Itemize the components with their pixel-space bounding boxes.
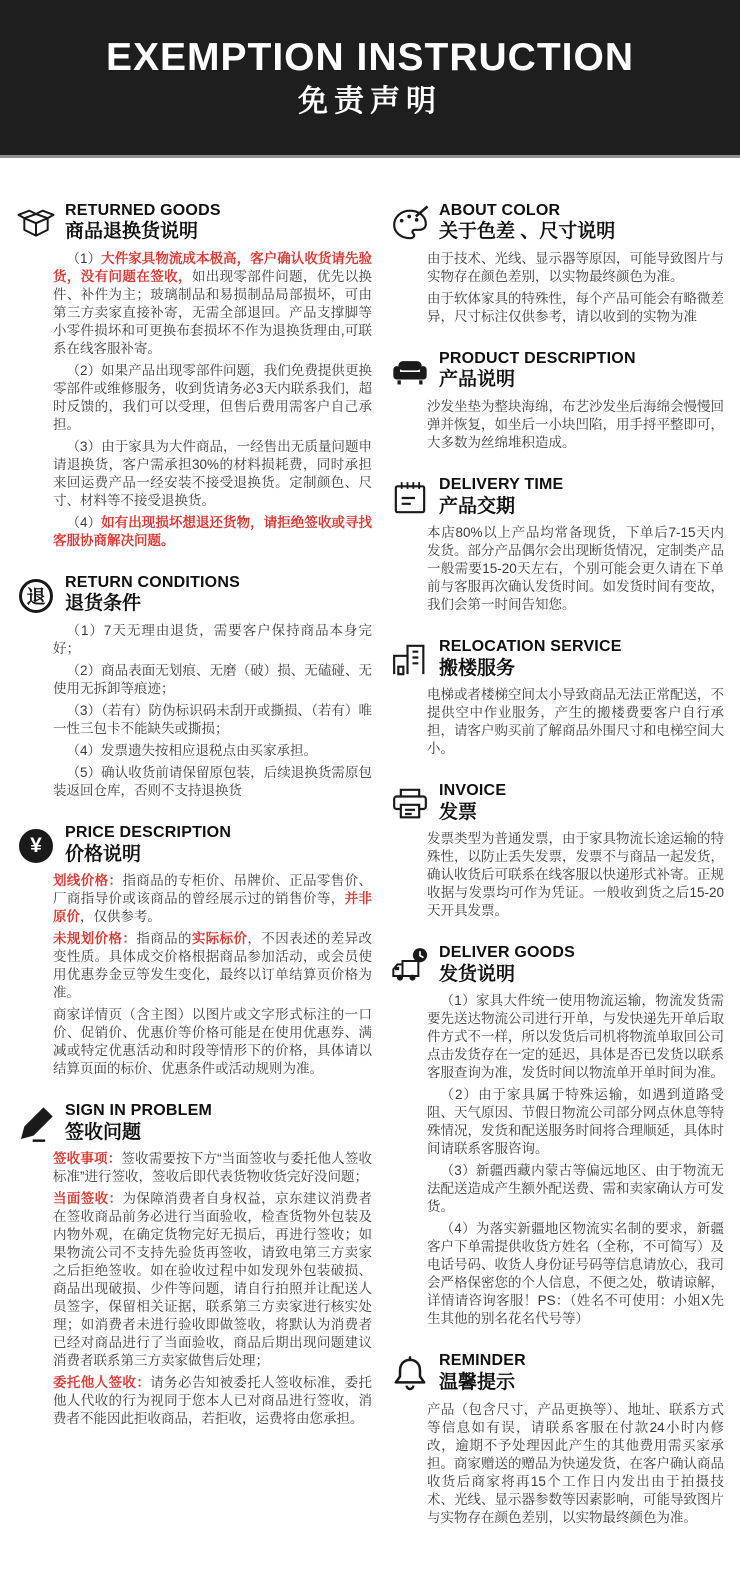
emphasis-text: 当面签收： (53, 1191, 123, 1207)
section-title-en: PRICE DESCRIPTION (65, 824, 232, 842)
section-header (390, 782, 724, 825)
body-text: （4） (66, 515, 102, 531)
section-title-zh: 关于色差 、尺寸说明 (439, 221, 616, 243)
section-titles (439, 1352, 526, 1395)
section-header (16, 574, 372, 617)
section-titles (65, 202, 221, 245)
printer-icon (390, 784, 430, 824)
paragraph (53, 622, 372, 658)
section-returned-goods (16, 202, 372, 550)
section-title-zh: 价格说明 (65, 843, 142, 865)
section-title-en: RELOCATION SERVICE (439, 638, 622, 656)
palette-icon (390, 204, 430, 244)
body-text: （3）新疆西藏内蒙古等偏远地区、由于物流无法配送造成产生额外配送费、需和卖家确认方可发货。 (427, 1163, 724, 1215)
truck-clock-icon (390, 946, 430, 986)
section-titles (65, 1102, 212, 1145)
section-body (427, 250, 724, 326)
paragraph (53, 662, 372, 698)
paragraph (53, 764, 372, 800)
section-header (390, 476, 724, 519)
section-body (427, 830, 724, 920)
section-titles (65, 574, 240, 617)
section-title-en: DELIVER GOODS (439, 944, 575, 962)
section-header (390, 202, 724, 245)
body-text: 沙发坐垫为整块海绵，布艺沙发坐后海绵会慢慢回弹并恢复，如坐后一小块凹陷，用手捋平整即可，大多数为丝绵堆积造成。 (427, 399, 724, 451)
paragraph (427, 1162, 724, 1216)
body-text: 电梯或者楼梯空间太小导致商品无法正常配送，不提供空中作业服务，产生的搬楼费要客户自行承担，请客户购买前了解商品外围尺寸和电梯空间大小。 (427, 687, 724, 757)
section-title-en: DELIVERY TIME (439, 476, 564, 494)
section-titles (439, 350, 636, 393)
body-text: 商家详情页（含主图）以图片或文字形式标注的一口价、促销价、优惠价等价格可能是在使用优惠券、满减或特定优惠活动和时段等情形下的价格，具体请以结算页面的标价、优惠条件或活动规则为准。 (53, 1007, 372, 1077)
emphasis-text: 实际标价 (191, 931, 248, 947)
body-text: 指商品的 (136, 931, 192, 947)
body-text: 请务必告知被委托人签收标准，委托他人代收的行为视同于您本人已对商品进行签收，消费者不能因此拒收商品，若拒收，运费将由您承担。 (53, 1375, 373, 1427)
paragraph (53, 742, 372, 760)
page-header (0, 0, 740, 158)
emphasis-text: 大件家具物流成本极高，客户确认收货请先验货，没有问题在签收， (53, 251, 373, 285)
section-title-en: RETURN CONDITIONS (65, 574, 240, 592)
left-column (16, 202, 372, 1551)
body-text: （3）由于家具为大件商品，一经售出无质量问题申请退换货，客户需承担30%的材料损耗费，同时承担来回运费产品一经安装不接受退换货。定制颜色、尺寸、材料等不接受退换货。 (53, 439, 372, 509)
body-text: 由于软体家具的特殊性，每个产品可能会有略微差异，尺寸标注仅供参考，请以收到的实物为准 (427, 291, 724, 325)
paragraph (427, 524, 724, 614)
section-titles (439, 202, 615, 245)
emphasis-text: 未规划价格： (53, 931, 137, 947)
body-text: 本店80%以上产品均常备现货，下单后7-15天内发货。部分产品偶尔会出现断货情况，定制类产品一般需要15-20天左右，个别可能会更久请在下单前与客服再次确认发货时间。如发货时间有变故，我们会第一时间告知您。 (427, 525, 724, 613)
body-text: 为保障消费者自身权益，京东建议消费者在签收商品前务必进行当面验收，检查货物外包装及内物外观，在确定货物完好无损后，再进行签收；如果物流公司不支持先验货再签收，请致电第三方卖家之后拒绝签收。如在验收过程中如发现外包装破损、商品出现破损、少件等问题，请自行拍照并让配送人员签字，保留相关证据，联系第三方卖家进行核实处理；如消费者未进行验收即做签收，将默认为消费者已经对商品进行了当面验收，商品后期出现问题建议消费者联系第三方卖家做售后处理； (53, 1191, 373, 1369)
section-body (427, 686, 724, 758)
paragraph (53, 514, 372, 550)
body-text: 签收需要按下方“当面签收与委托他人签收标准”进行签收，签收后即代表货物收货完好没问题； (53, 1151, 373, 1185)
section-price-description (16, 824, 372, 1078)
body-text: 指商品的专柜价、吊牌价、正品零售价、厂商指导价或该商品的曾经展示过的销售价等， (53, 873, 373, 907)
pencil-icon (16, 1104, 56, 1144)
section-delivery-time (390, 476, 724, 614)
body-text: 由于技术、光线、显示器等原因，可能导致图片与实物存在颜色差别，以实物最终颜色为准。 (427, 251, 724, 285)
emphasis-text: 签收事项： (53, 1151, 122, 1167)
section-title-zh: 搬楼服务 (439, 657, 516, 679)
section-return-conditions (16, 574, 372, 800)
emphasis-text: 委托他人签收： (53, 1375, 151, 1391)
body-text: （2）如果产品出现零部件问题，我们免费提供更换零部件或维修服务，收到货请务必3天内联系我们，超时反馈的，我们可以受理，但售后费用需客户自己承担。 (53, 363, 372, 433)
paragraph (427, 250, 724, 286)
paragraph (427, 992, 724, 1082)
content (0, 158, 740, 1581)
emphasis-text: 如有出现损坏想退还货物，请拒绝签收或寻找客服协商解决问题。 (53, 515, 373, 549)
body-text: （2）由于家具属于特殊运输，如遇到道路受阻、天气原因、节假日物流公司部分网点休息等特殊情况，发货和配送服务时间将合理顺延，具体时间请联系客服咨询。 (427, 1087, 724, 1157)
section-product-description (390, 350, 724, 452)
bell-icon (390, 1354, 430, 1394)
section-titles (65, 824, 231, 867)
return-circle-icon: 退 (16, 576, 56, 616)
body-text: ，仅供参考。 (80, 909, 161, 925)
body-text: （5）确认收货前请保留原包装，后续退换货需原包装返回仓库，否则不支持退换货 (53, 765, 372, 799)
section-titles (439, 476, 563, 519)
section-reminder (390, 1352, 724, 1526)
section-deliver-goods (390, 944, 724, 1328)
section-title-zh: 温馨提示 (439, 1371, 516, 1393)
section-body (53, 622, 372, 800)
section-body (427, 1401, 724, 1527)
paragraph (53, 1150, 372, 1186)
section-body (53, 250, 372, 550)
paragraph (427, 1401, 724, 1527)
section-titles (439, 782, 506, 825)
body-text: （1）7天无理由退货，需要客户保持商品本身完好； (53, 623, 372, 657)
body-text: （1） (66, 251, 102, 267)
body-text: （4）为落实新疆地区物流实名制的要求，新疆客户下单需提供收货方姓名（全称，不可简写）及电话号码、收货人身份证号码等信息请放心，我司会严格保密您的个人信息，不便之处，敬请谅解，详情请咨询客服！PS：（姓名不可使用：小姐X先生其他的别名花名代号等） (427, 1221, 724, 1327)
calendar-icon (390, 478, 430, 518)
paragraph (53, 1190, 372, 1370)
yen-circle-icon: ¥ (16, 826, 56, 866)
body-text: 产品（包含尺寸，产品更换等）、地址、联系方式等信息如有误，请联系客服在付款24小时内修改，逾期不予处理因此产生的其他费用需买家承担。商家赠送的赠品为快递发货，在客户确认商品收货后商家将再15个工作日内发出由于拍摄技术、光线、显示器参数等因素影响，可能导致图片与实物存在颜色差别，以实物最终颜色为准。 (427, 1401, 724, 1525)
paragraph (427, 1220, 724, 1328)
paragraph (53, 930, 372, 1002)
section-title-zh: 产品交期 (439, 495, 516, 517)
paragraph (427, 830, 724, 920)
section-title-zh: 产品说明 (439, 369, 516, 391)
section-titles (439, 638, 622, 681)
body-text: （3）（若有）防伪标识码未刮开或撕损、（若有）唯一性三包卡不能缺失或撕损； (53, 703, 372, 737)
section-title-zh: 签收问题 (65, 1121, 142, 1143)
section-relocation-service (390, 638, 724, 758)
right-column (390, 202, 724, 1551)
section-title-zh: 发票 (439, 801, 478, 823)
section-body (427, 992, 724, 1328)
paragraph (427, 290, 724, 326)
section-header (390, 638, 724, 681)
section-title-zh: 退货条件 (65, 593, 142, 615)
section-body (53, 872, 372, 1078)
section-title-en: RETURNED GOODS (65, 202, 221, 219)
section-about-color (390, 202, 724, 326)
page-title-zh: 免责声明 (298, 85, 442, 118)
section-header (390, 350, 724, 393)
section-title-en: ABOUT COLOR (439, 202, 561, 219)
body-text: （1）家具大件统一使用物流运输，物流发货需要先送达物流公司进行开单，与发快递先开单后取件方式不一样，所以发货后司机将物流单取回公司点击发货存在一定的延迟，具体是否已发货以联系客服查询为准，发货时间以物流单开单时间为准。 (427, 993, 724, 1081)
section-header (16, 824, 372, 867)
paragraph (53, 872, 372, 926)
body-text: （2）商品表面无划痕、无磨（破）损、无磕碰、无使用无拆卸等痕迹； (53, 663, 372, 697)
paragraph (427, 686, 724, 758)
paragraph (427, 398, 724, 452)
section-title-zh: 发货说明 (439, 963, 516, 985)
section-body (427, 398, 724, 452)
body-text: ，不因表述的差异改变性质。具体成交价格根据商品参加活动，或会员使用优惠券金豆等发生变化，最终以订单结算页价格为准。 (53, 931, 373, 1001)
section-header (16, 1102, 372, 1145)
paragraph (427, 1086, 724, 1158)
section-title-en: REMINDER (439, 1352, 526, 1370)
box-icon (16, 204, 56, 244)
page-title-en: EXEMPTION INSTRUCTION (105, 36, 635, 79)
section-title-en: PRODUCT DESCRIPTION (439, 350, 636, 368)
building-icon (390, 640, 430, 680)
paragraph (53, 1374, 372, 1428)
body-text: （4）发票遗失按相应退税点由买家承担。 (66, 743, 318, 759)
paragraph (53, 702, 372, 738)
emphasis-text: 划线价格： (53, 873, 123, 889)
section-title-en: INVOICE (439, 782, 507, 800)
section-header (390, 944, 724, 987)
section-sign-in-problem (16, 1102, 372, 1428)
section-header (16, 202, 372, 245)
paragraph (53, 362, 372, 434)
emphasis-text: 并非原价 (53, 891, 373, 925)
section-title-en: SIGN IN PROBLEM (65, 1102, 213, 1120)
section-body (427, 524, 724, 614)
section-titles (439, 944, 575, 987)
section-body (53, 1150, 372, 1428)
section-invoice (390, 782, 724, 920)
sofa-icon (390, 352, 430, 392)
section-title-zh: 商品退换货说明 (65, 221, 199, 243)
section-header (390, 1352, 724, 1395)
body-text: 发票类型为普通发票，由于家具物流长途运输的特殊性，以防止丢失发票，发票不与商品一起发货，确认收货后可联系在线客服以快递形式补寄。正规收据与发票均可作为凭证。一般收到货之后15-20天开具发票。 (427, 831, 724, 919)
paragraph (53, 250, 372, 358)
body-text: 如出现零部件问题，优先以换件、补件为主；玻璃制品和易损制品局部损坏，可由第三方卖家直接补寄，无需全部退回。产品支撑脚等小零件损坏和可更换布套损坏不作为退换货理由,可联系在线客服补寄。 (53, 269, 373, 357)
paragraph (53, 1006, 372, 1078)
paragraph (53, 438, 372, 510)
